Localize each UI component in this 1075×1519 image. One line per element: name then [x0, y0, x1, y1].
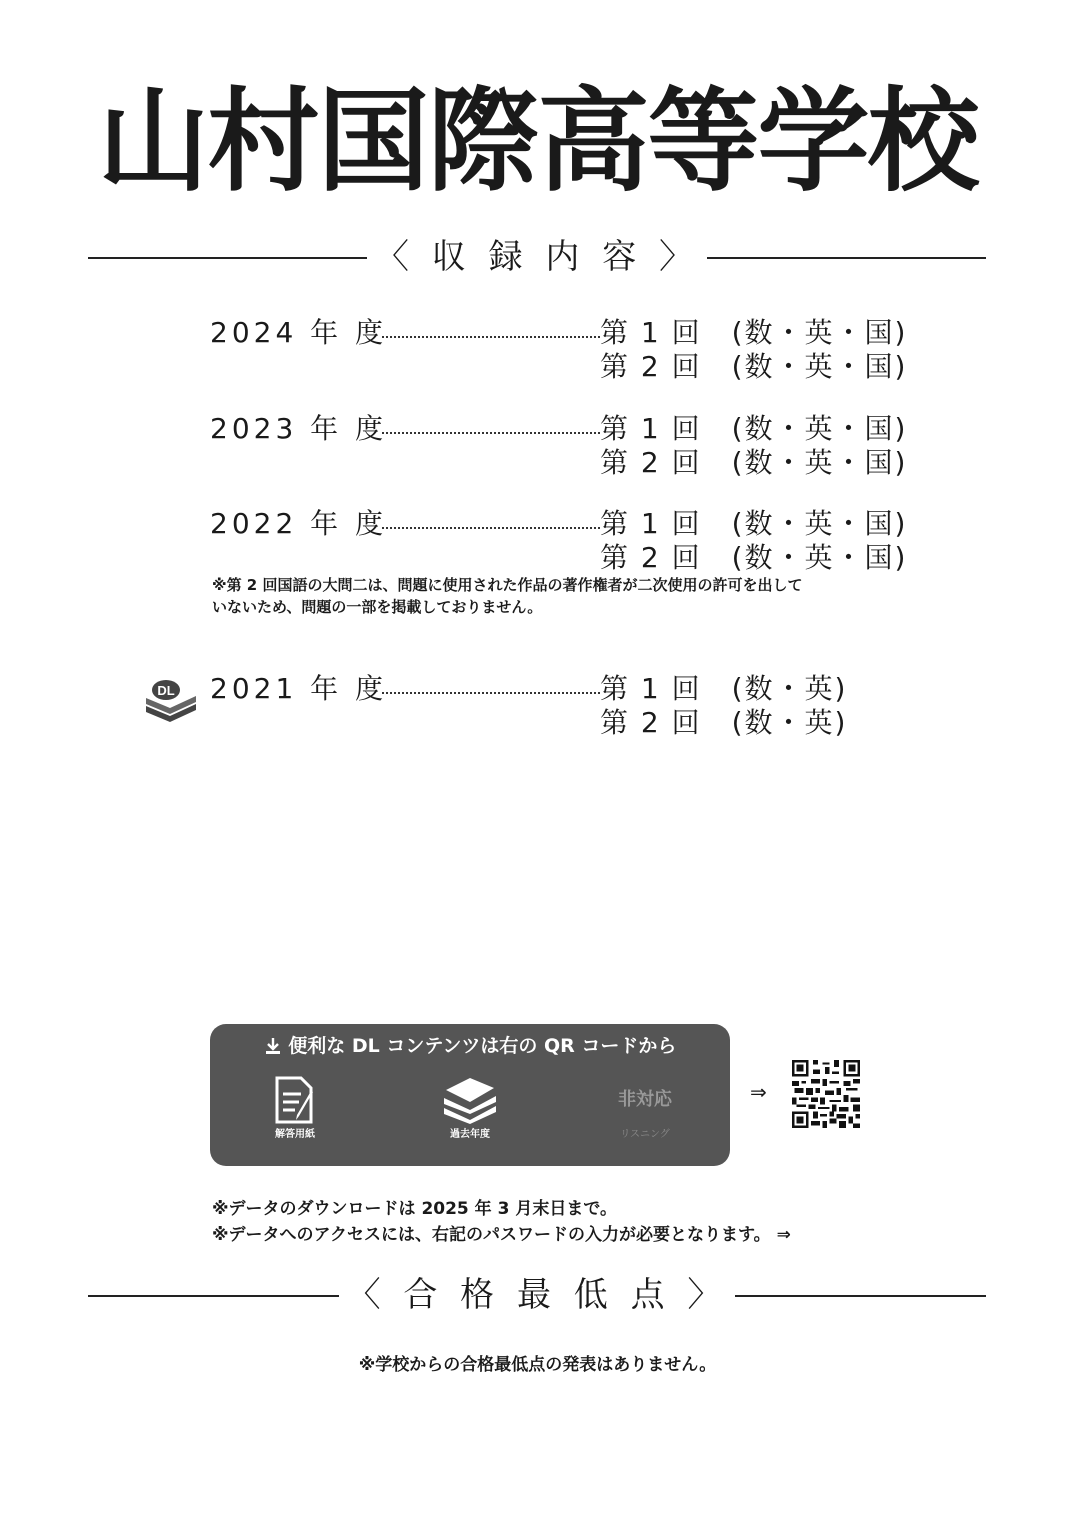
round-entry: 第 2 回 (数・英・国)	[600, 541, 908, 574]
promo-item-answer-sheet	[240, 1074, 350, 1142]
round-entry: 第 1 回 (数・英・国)	[600, 507, 908, 540]
round-entry: 第 2 回 (数・英・国)	[600, 446, 908, 479]
dotted-leader	[382, 692, 600, 694]
promo-item-caption: 解答用紙	[275, 1129, 315, 1140]
note-line: ※第 2 回国語の大問二は、問題に使用された作品の著作権者が二次使用の許可を出して	[212, 576, 803, 594]
dl-badge-label: DL	[157, 683, 175, 698]
contents-heading	[88, 232, 986, 282]
page-title: 山村国際高等学校	[97, 77, 978, 207]
dl-book-icon	[140, 676, 200, 726]
dotted-leader	[382, 336, 600, 338]
dotted-leader	[382, 432, 600, 434]
copyright-note	[212, 574, 872, 618]
year-label: 2021 年 度	[210, 672, 388, 705]
not-supported-stamp: 非対応	[618, 1089, 672, 1110]
download-notes	[212, 1196, 791, 1248]
book-stack-icon	[440, 1074, 500, 1126]
promo-item-past-years	[415, 1074, 525, 1142]
download-note-line: ※データのダウンロードは 2025 年 3 月末日まで。	[212, 1199, 618, 1219]
answer-sheet-icon	[269, 1074, 321, 1126]
year-label: 2023 年 度	[210, 412, 388, 445]
qr-arrow: ⇒	[750, 1080, 767, 1104]
round-entry: 第 1 回 (数・英・国)	[600, 412, 908, 445]
year-label: 2024 年 度	[210, 316, 388, 349]
download-note-line: ※データへのアクセスには、右記のパスワードの入力が必要となります。 ⇒	[212, 1225, 791, 1245]
promo-item-caption: リスニング	[620, 1129, 670, 1140]
qr-code[interactable]	[792, 1060, 860, 1128]
round-entry: 第 1 回 (数・英)	[600, 672, 848, 705]
download-icon	[264, 1037, 282, 1055]
round-entry: 第 2 回 (数・英・国)	[600, 350, 908, 383]
promo-item-caption: 過去年度	[450, 1129, 490, 1140]
promo-headline: 便利な DL コンテンツは右の QR コードから	[288, 1035, 677, 1057]
dl-contents-panel	[210, 1024, 730, 1166]
min-score-heading-label: 〈 合 格 最 低 点 〉	[339, 1275, 736, 1315]
min-score-note: ※学校からの合格最低点の発表はありません。	[358, 1355, 717, 1375]
not-supported-icon	[590, 1074, 700, 1126]
promo-item-listening	[590, 1074, 700, 1142]
round-entry: 第 1 回 (数・英・国)	[600, 316, 908, 349]
round-entry: 第 2 回 (数・英)	[600, 706, 848, 739]
min-score-heading	[88, 1270, 986, 1320]
note-line: いないため、問題の一部を掲載しておりません。	[212, 598, 543, 616]
year-label: 2022 年 度	[210, 507, 388, 540]
contents-heading-label: 〈 収 録 内 容 〉	[367, 237, 707, 277]
dotted-leader	[382, 527, 600, 529]
